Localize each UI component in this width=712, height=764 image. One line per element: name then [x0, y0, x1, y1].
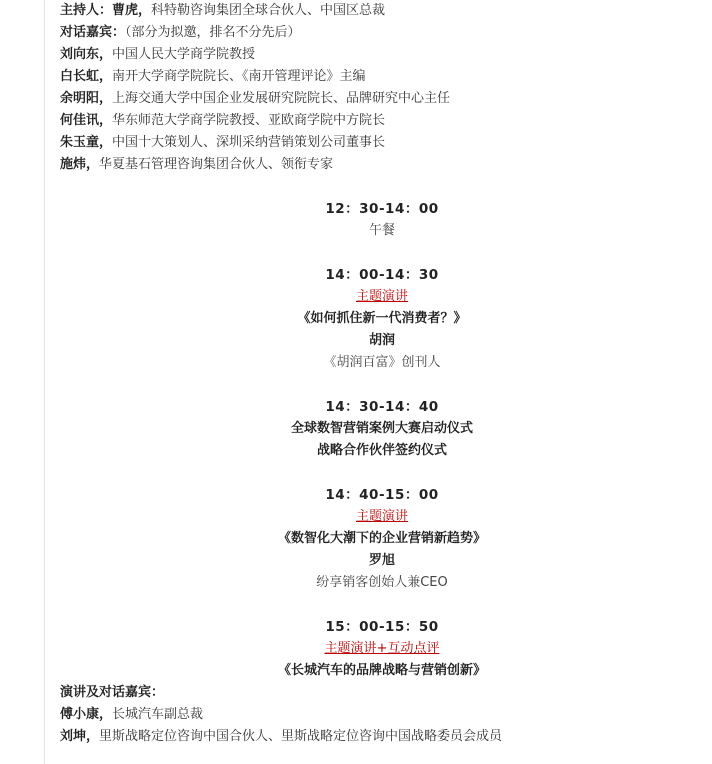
person-title: 中国人民大学商学院教授: [112, 47, 256, 62]
session-label: 午餐: [368, 223, 395, 238]
person-title: 科特勒咨询集团全球合伙人、中国区总裁: [151, 3, 386, 18]
person-name: 刘向东，: [60, 47, 113, 62]
person-title: 长城汽车副总裁: [112, 707, 204, 722]
session-lunch: [60, 198, 704, 242]
guest-line: [60, 88, 700, 110]
person-title: （部分为拟邀，排名不分先后）: [125, 25, 301, 40]
talk-title: 《如何抓住新一代消费者？》: [297, 311, 467, 326]
guests-heading: [60, 22, 700, 44]
person-name: 傅小康，: [60, 707, 113, 722]
guest-line: [60, 154, 700, 176]
session-time: 12：30-14：00: [325, 201, 439, 217]
guest-line: [60, 704, 700, 726]
bottom-guests-list: [60, 682, 700, 748]
speaker-name: 胡润: [368, 333, 395, 348]
person-name: 余明阳，: [60, 91, 113, 106]
person-name: 何佳讯，: [60, 113, 113, 128]
person-name: 刘坤，: [60, 729, 100, 744]
person-name: 对话嘉宾：: [60, 25, 126, 40]
guest-line: [60, 66, 700, 88]
session-time: 14：00-14：30: [325, 267, 439, 283]
speaker-role: 《胡润百富》创刊人: [323, 355, 441, 370]
session-keynote-2: [60, 484, 704, 594]
speaker-role: 纷享销客创始人兼CEO: [316, 575, 448, 590]
talk-title: 《数智化大潮下的企业营销新趋势》: [277, 531, 486, 546]
session-ceremony: [60, 396, 704, 462]
ceremony-line: 全球数智营销案例大赛启动仪式: [290, 421, 473, 436]
guest-line: [60, 110, 700, 132]
person-title: 中国十大策划人、深圳采纳营销策划公司董事长: [112, 135, 386, 150]
person-title: 华夏基石管理咨询集团合伙人、领衔专家: [99, 157, 334, 172]
session-keynote-3: [60, 616, 704, 682]
person-name: 施炜，: [60, 157, 100, 172]
guest-line: [60, 726, 700, 748]
keynote-tag-link[interactable]: 主题演讲+互动点评: [324, 641, 440, 656]
person-name: 主持人：曹虎，: [60, 3, 152, 18]
person-name: 白长虹，: [60, 69, 113, 84]
session-time: 15：00-15：50: [325, 619, 439, 635]
session-keynote-1: [60, 264, 704, 374]
keynote-tag-link[interactable]: 主题演讲: [355, 289, 408, 304]
person-name: 演讲及对话嘉宾：: [60, 685, 165, 700]
person-title: 里斯战略定位咨询中国合伙人、里斯战略定位咨询中国战略委员会成员: [99, 729, 503, 744]
moderator-line: [60, 0, 700, 22]
person-title: 南开大学商学院院长、《南开管理评论》主编: [112, 69, 366, 84]
session-time: 14：40-15：00: [325, 487, 439, 503]
talk-title: 《长城汽车的品牌战略与营销创新》: [277, 663, 486, 678]
session-time: 14：30-14：40: [325, 399, 439, 415]
left-border-line: [44, 0, 45, 764]
guest-line: [60, 44, 700, 66]
person-title: 上海交通大学中国企业发展研究院院长、品牌研究中心主任: [112, 91, 451, 106]
guests-heading: [60, 682, 700, 704]
speaker-name: 罗旭: [368, 553, 395, 568]
person-name: 朱玉童，: [60, 135, 113, 150]
person-title: 华东师范大学商学院教授、亚欧商学院中方院长: [112, 113, 386, 128]
keynote-tag-link[interactable]: 主题演讲: [355, 509, 408, 524]
ceremony-line: 战略合作伙伴签约仪式: [316, 443, 447, 458]
guest-line: [60, 132, 700, 154]
moderator-guests-list: [60, 0, 700, 176]
